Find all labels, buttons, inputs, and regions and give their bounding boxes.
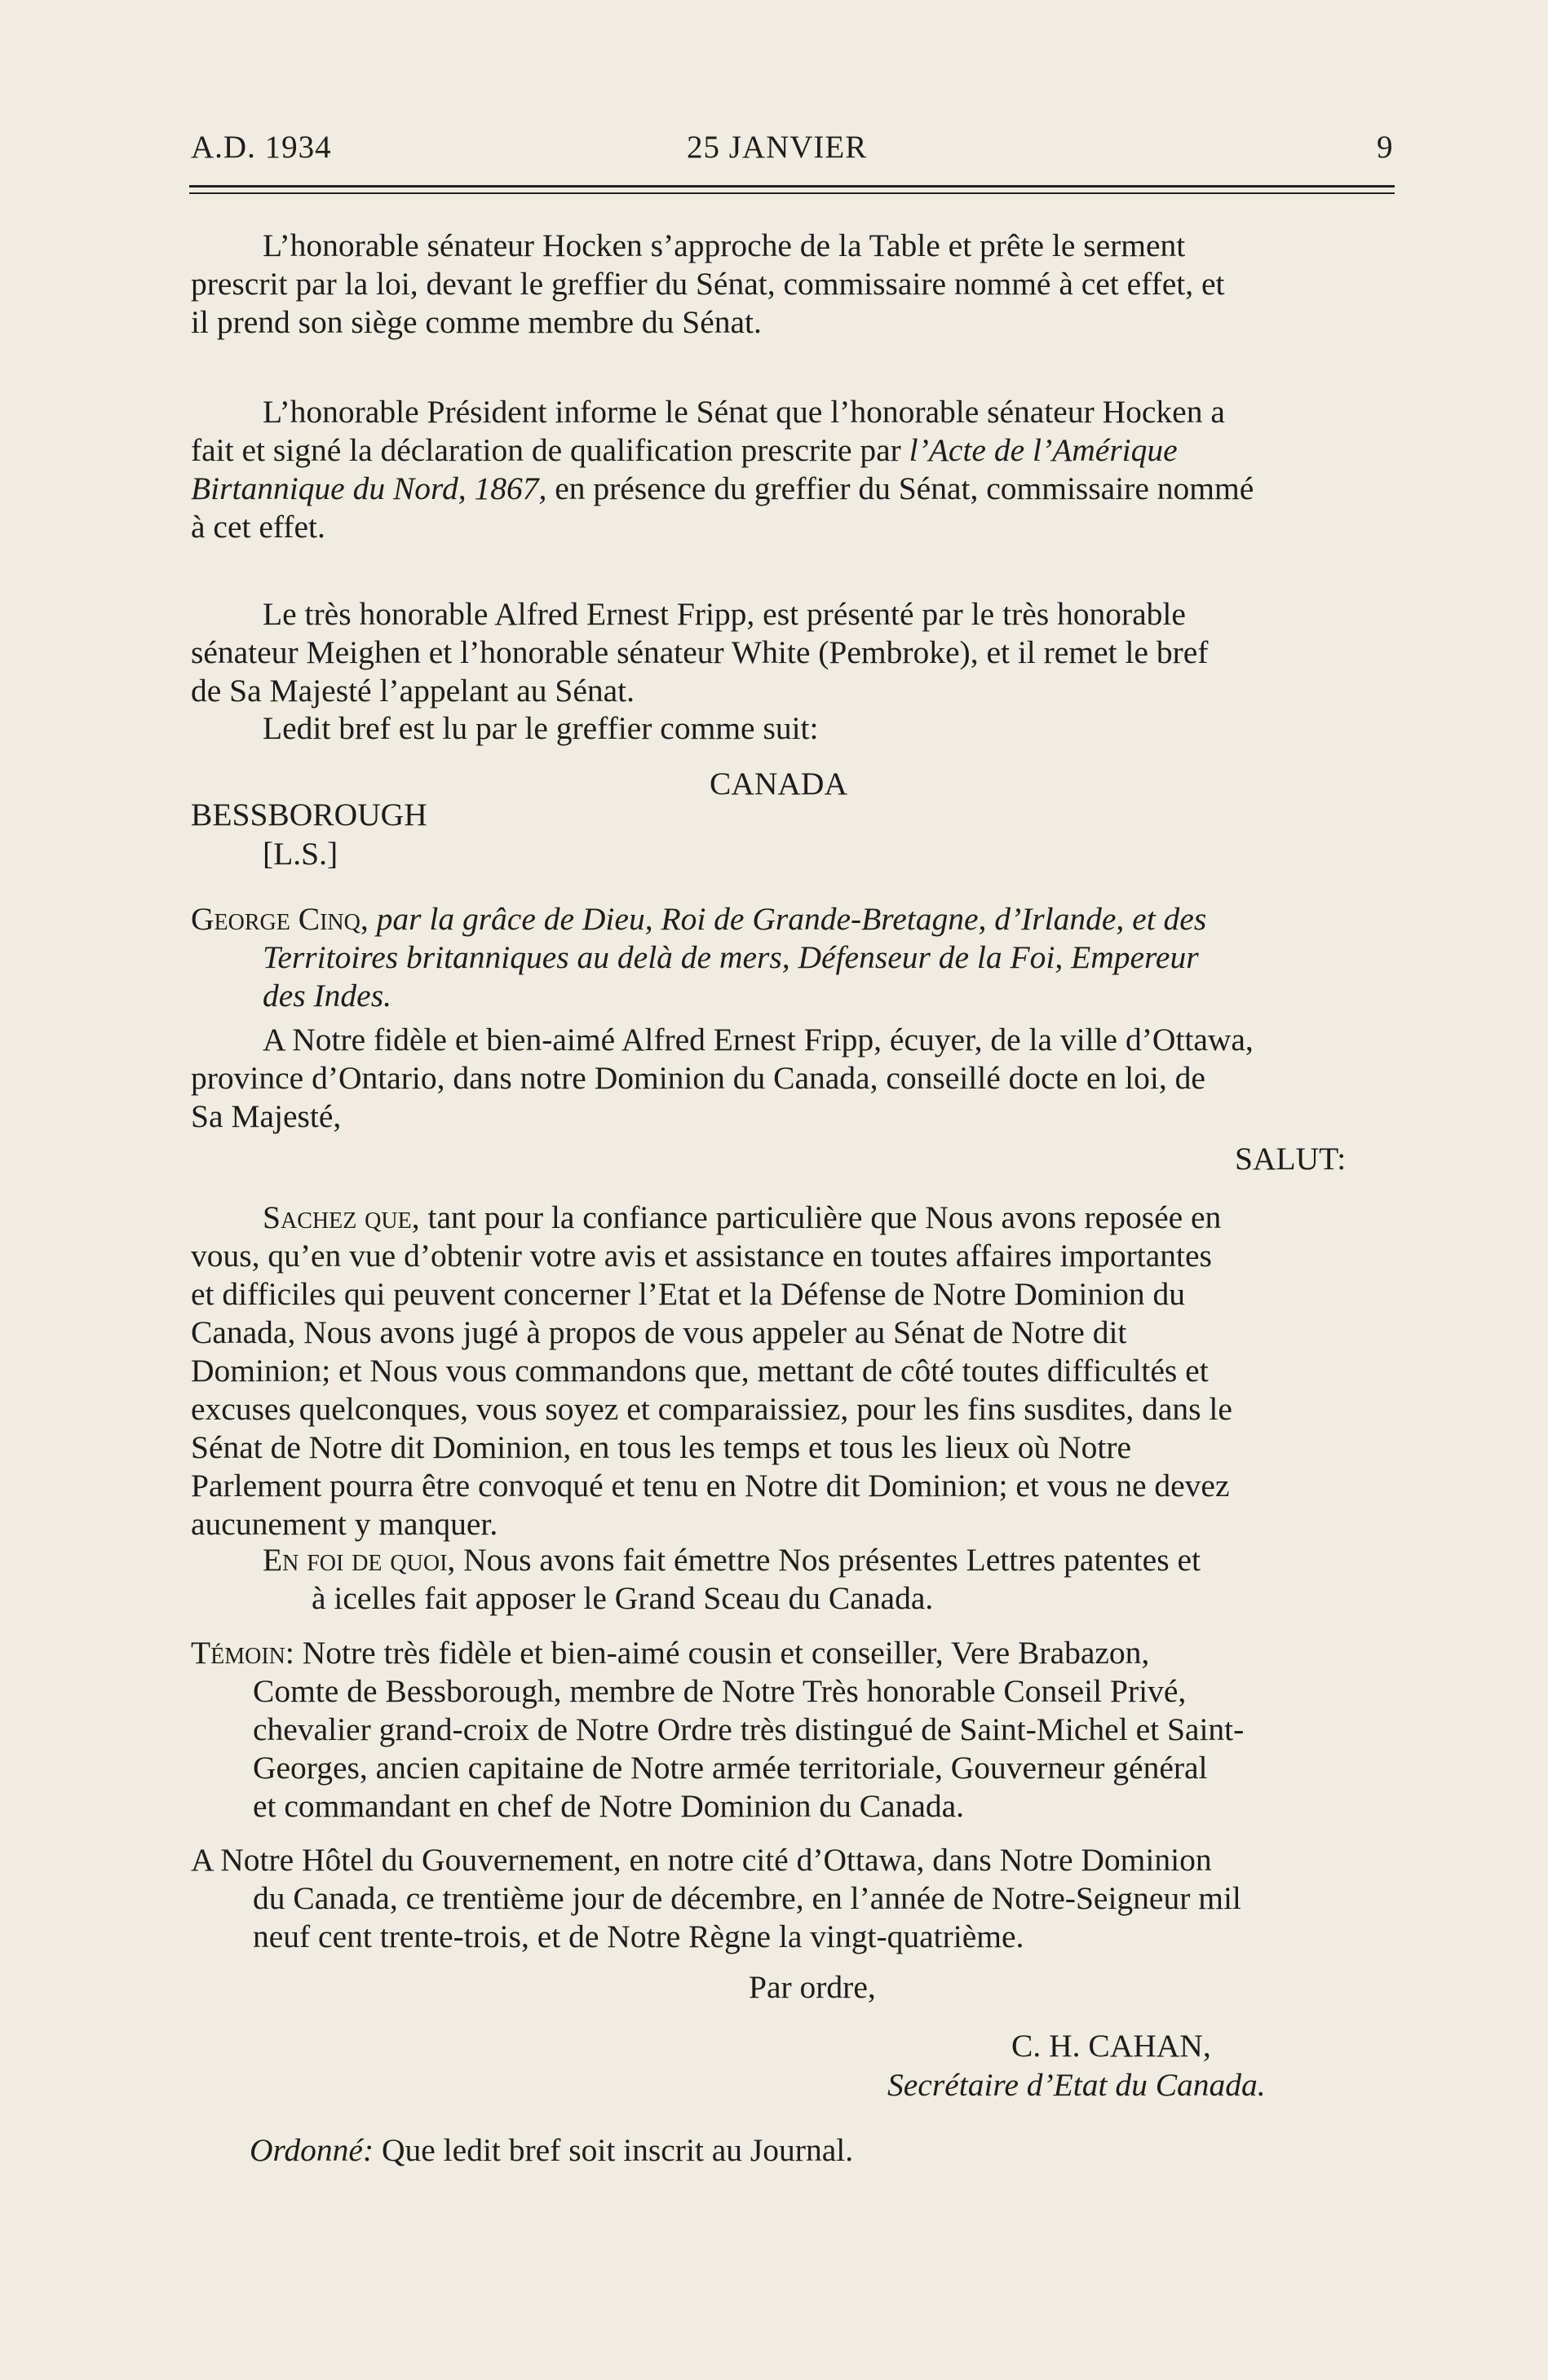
text-segment: Notre très fidèle et bien-aimé cousin et conseiller, Vere Brabazon, bbox=[294, 1635, 1150, 1671]
header-date: 25 JANVIER bbox=[687, 130, 868, 165]
text-segment: tant pour la confiance particulière que Nous avons reposée en bbox=[419, 1199, 1222, 1235]
header-page-number: 9 bbox=[1377, 130, 1394, 165]
par-ordre: Par ordre, bbox=[749, 1969, 876, 2005]
paragraph-temoin bbox=[191, 1634, 1396, 1826]
header-rule-bottom bbox=[189, 192, 1395, 194]
text-line bbox=[263, 1541, 1396, 1579]
text-line bbox=[191, 938, 1396, 977]
sovereign-name: George Cinq, bbox=[191, 901, 369, 937]
text-line: neuf cent trente-trois, et de Notre Règne la vingt-quatrième. bbox=[253, 1919, 1024, 1954]
text-line: A Notre fidèle et bien-aimé Alfred Ernest Fripp, écuyer, de la ville d’Ottawa, bbox=[263, 1022, 1254, 1058]
text-line: Sa Majesté, bbox=[191, 1098, 342, 1134]
text-segment: fait et signé la déclaration de qualification prescrite par bbox=[191, 432, 909, 468]
lead-words: Témoin: bbox=[191, 1635, 294, 1671]
paragraph-hocken-oath bbox=[191, 227, 1396, 342]
text-line bbox=[191, 431, 1396, 470]
salut-heading: SALUT: bbox=[1235, 1141, 1347, 1177]
text-line bbox=[191, 470, 1396, 508]
paragraph-address-fripp bbox=[191, 1021, 1396, 1136]
writ-signature-bessborough: BESSBOROUGH bbox=[191, 797, 427, 832]
text-line: sénateur Meighen et l’honorable sénateur White (Pembroke), et il remet le bref bbox=[191, 634, 1209, 670]
paragraph-ordonne bbox=[250, 2131, 853, 2170]
text-line: il prend son siège comme membre du Sénat. bbox=[191, 304, 762, 340]
lead-words: Sachez que, bbox=[263, 1199, 420, 1235]
header-rule-top bbox=[189, 185, 1395, 188]
text-line: Canada, Nous avons jugé à propos de vous appeler au Sénat de Notre dit bbox=[191, 1314, 1127, 1350]
text-line bbox=[191, 1199, 1396, 1237]
text-line: et difficiles qui peuvent concerner l’Etat et la Défense de Notre Dominion du bbox=[191, 1276, 1185, 1312]
text-line: Georges, ancien capitaine de Notre armée territoriale, Gouverneur général bbox=[253, 1750, 1208, 1786]
text-line: L’honorable Président informe le Sénat que l’honorable sénateur Hocken a bbox=[263, 394, 1225, 430]
text-line: Comte de Bessborough, membre de Notre Très honorable Conseil Privé, bbox=[253, 1673, 1187, 1709]
text-line: prescrit par la loi, devant le greffier du Sénat, commissaire nommé à cet effet, et bbox=[191, 266, 1225, 302]
text-line: Dominion; et Nous vous commandons que, mettant de côté toutes difficultés et bbox=[191, 1353, 1209, 1389]
paragraph-sachez-que bbox=[191, 1199, 1396, 1543]
paragraph-fripp-presented bbox=[191, 595, 1396, 710]
writ-sovereign-titles bbox=[191, 900, 1396, 1015]
text-segment: Que ledit bref soit inscrit au Journal. bbox=[374, 2132, 854, 2168]
act-title: Birtannique du Nord, 1867, bbox=[191, 470, 547, 506]
act-title: l’Acte de l’Amérique bbox=[909, 432, 1178, 468]
text-line: à cet effet. bbox=[191, 509, 325, 545]
text-segment: par la grâce de Dieu, Roi de Grande-Bretagne, d’Irlande, et des bbox=[376, 901, 1207, 937]
text-segment: des Indes. bbox=[263, 978, 391, 1013]
signer-name: C. H. CAHAN, bbox=[1011, 2028, 1211, 2064]
text-segment: en présence du greffier du Sénat, commissaire nommé bbox=[546, 470, 1254, 506]
text-line: A Notre Hôtel du Gouvernement, en notre cité d’Ottawa, dans Notre Dominion bbox=[191, 1842, 1212, 1878]
writ-seal: [L.S.] bbox=[263, 836, 338, 872]
text-line: à icelles fait apposer le Grand Sceau du Canada. bbox=[312, 1580, 934, 1616]
lead-words: Ordonné: bbox=[250, 2132, 374, 2168]
text-line: du Canada, ce trentième jour de décembre, en l’année de Notre-Seigneur mil bbox=[253, 1880, 1241, 1916]
text-segment: Territoires britanniques au delà de mers, Défenseur de la Foi, Empereur bbox=[263, 939, 1199, 975]
text-line: aucunement y manquer. bbox=[191, 1506, 498, 1542]
paragraph-bref-read: Ledit bref est lu par le greffier comme suit: bbox=[263, 710, 819, 746]
text-line: province d’Ontario, dans notre Dominion du Canada, conseillé docte en loi, de bbox=[191, 1060, 1205, 1096]
lead-words: En foi de quoi, bbox=[263, 1542, 456, 1578]
text-segment: Nous avons fait émettre Nos présentes Lettres patentes et bbox=[455, 1542, 1201, 1578]
text-line bbox=[191, 1634, 1396, 1672]
text-line: L’honorable sénateur Hocken s’approche de la Table et prête le serment bbox=[263, 227, 1186, 263]
header-year: A.D. 1934 bbox=[191, 130, 332, 165]
text-line bbox=[191, 977, 1396, 1015]
text-line: et commandant en chef de Notre Dominion du Canada. bbox=[253, 1788, 965, 1824]
paragraph-declaration bbox=[191, 393, 1396, 546]
paragraph-en-foi-de-quoi bbox=[263, 1541, 1396, 1618]
text-line: chevalier grand-croix de Notre Ordre très distingué de Saint-Michel et Saint- bbox=[253, 1711, 1245, 1747]
text-line bbox=[191, 900, 1396, 938]
text-line: de Sa Majesté l’appelant au Sénat. bbox=[191, 673, 635, 709]
paragraph-hotel-du-gouvernement bbox=[191, 1841, 1396, 1956]
text-line: Le très honorable Alfred Ernest Fripp, est présenté par le très honorable bbox=[263, 596, 1186, 632]
text-line: Parlement pourra être convoqué et tenu en Notre dit Dominion; et vous ne devez bbox=[191, 1468, 1230, 1504]
text-line: Sénat de Notre dit Dominion, en tous les temps et tous les lieux où Notre bbox=[191, 1429, 1132, 1465]
signer-title: Secrétaire d’Etat du Canada. bbox=[887, 2067, 1266, 2103]
text-line: vous, qu’en vue d’obtenir votre avis et assistance en toutes affaires importantes bbox=[191, 1238, 1212, 1274]
writ-country: CANADA bbox=[710, 766, 847, 801]
text-line: excuses quelconques, vous soyez et comparaissiez, pour les fins susdites, dans le bbox=[191, 1391, 1232, 1427]
